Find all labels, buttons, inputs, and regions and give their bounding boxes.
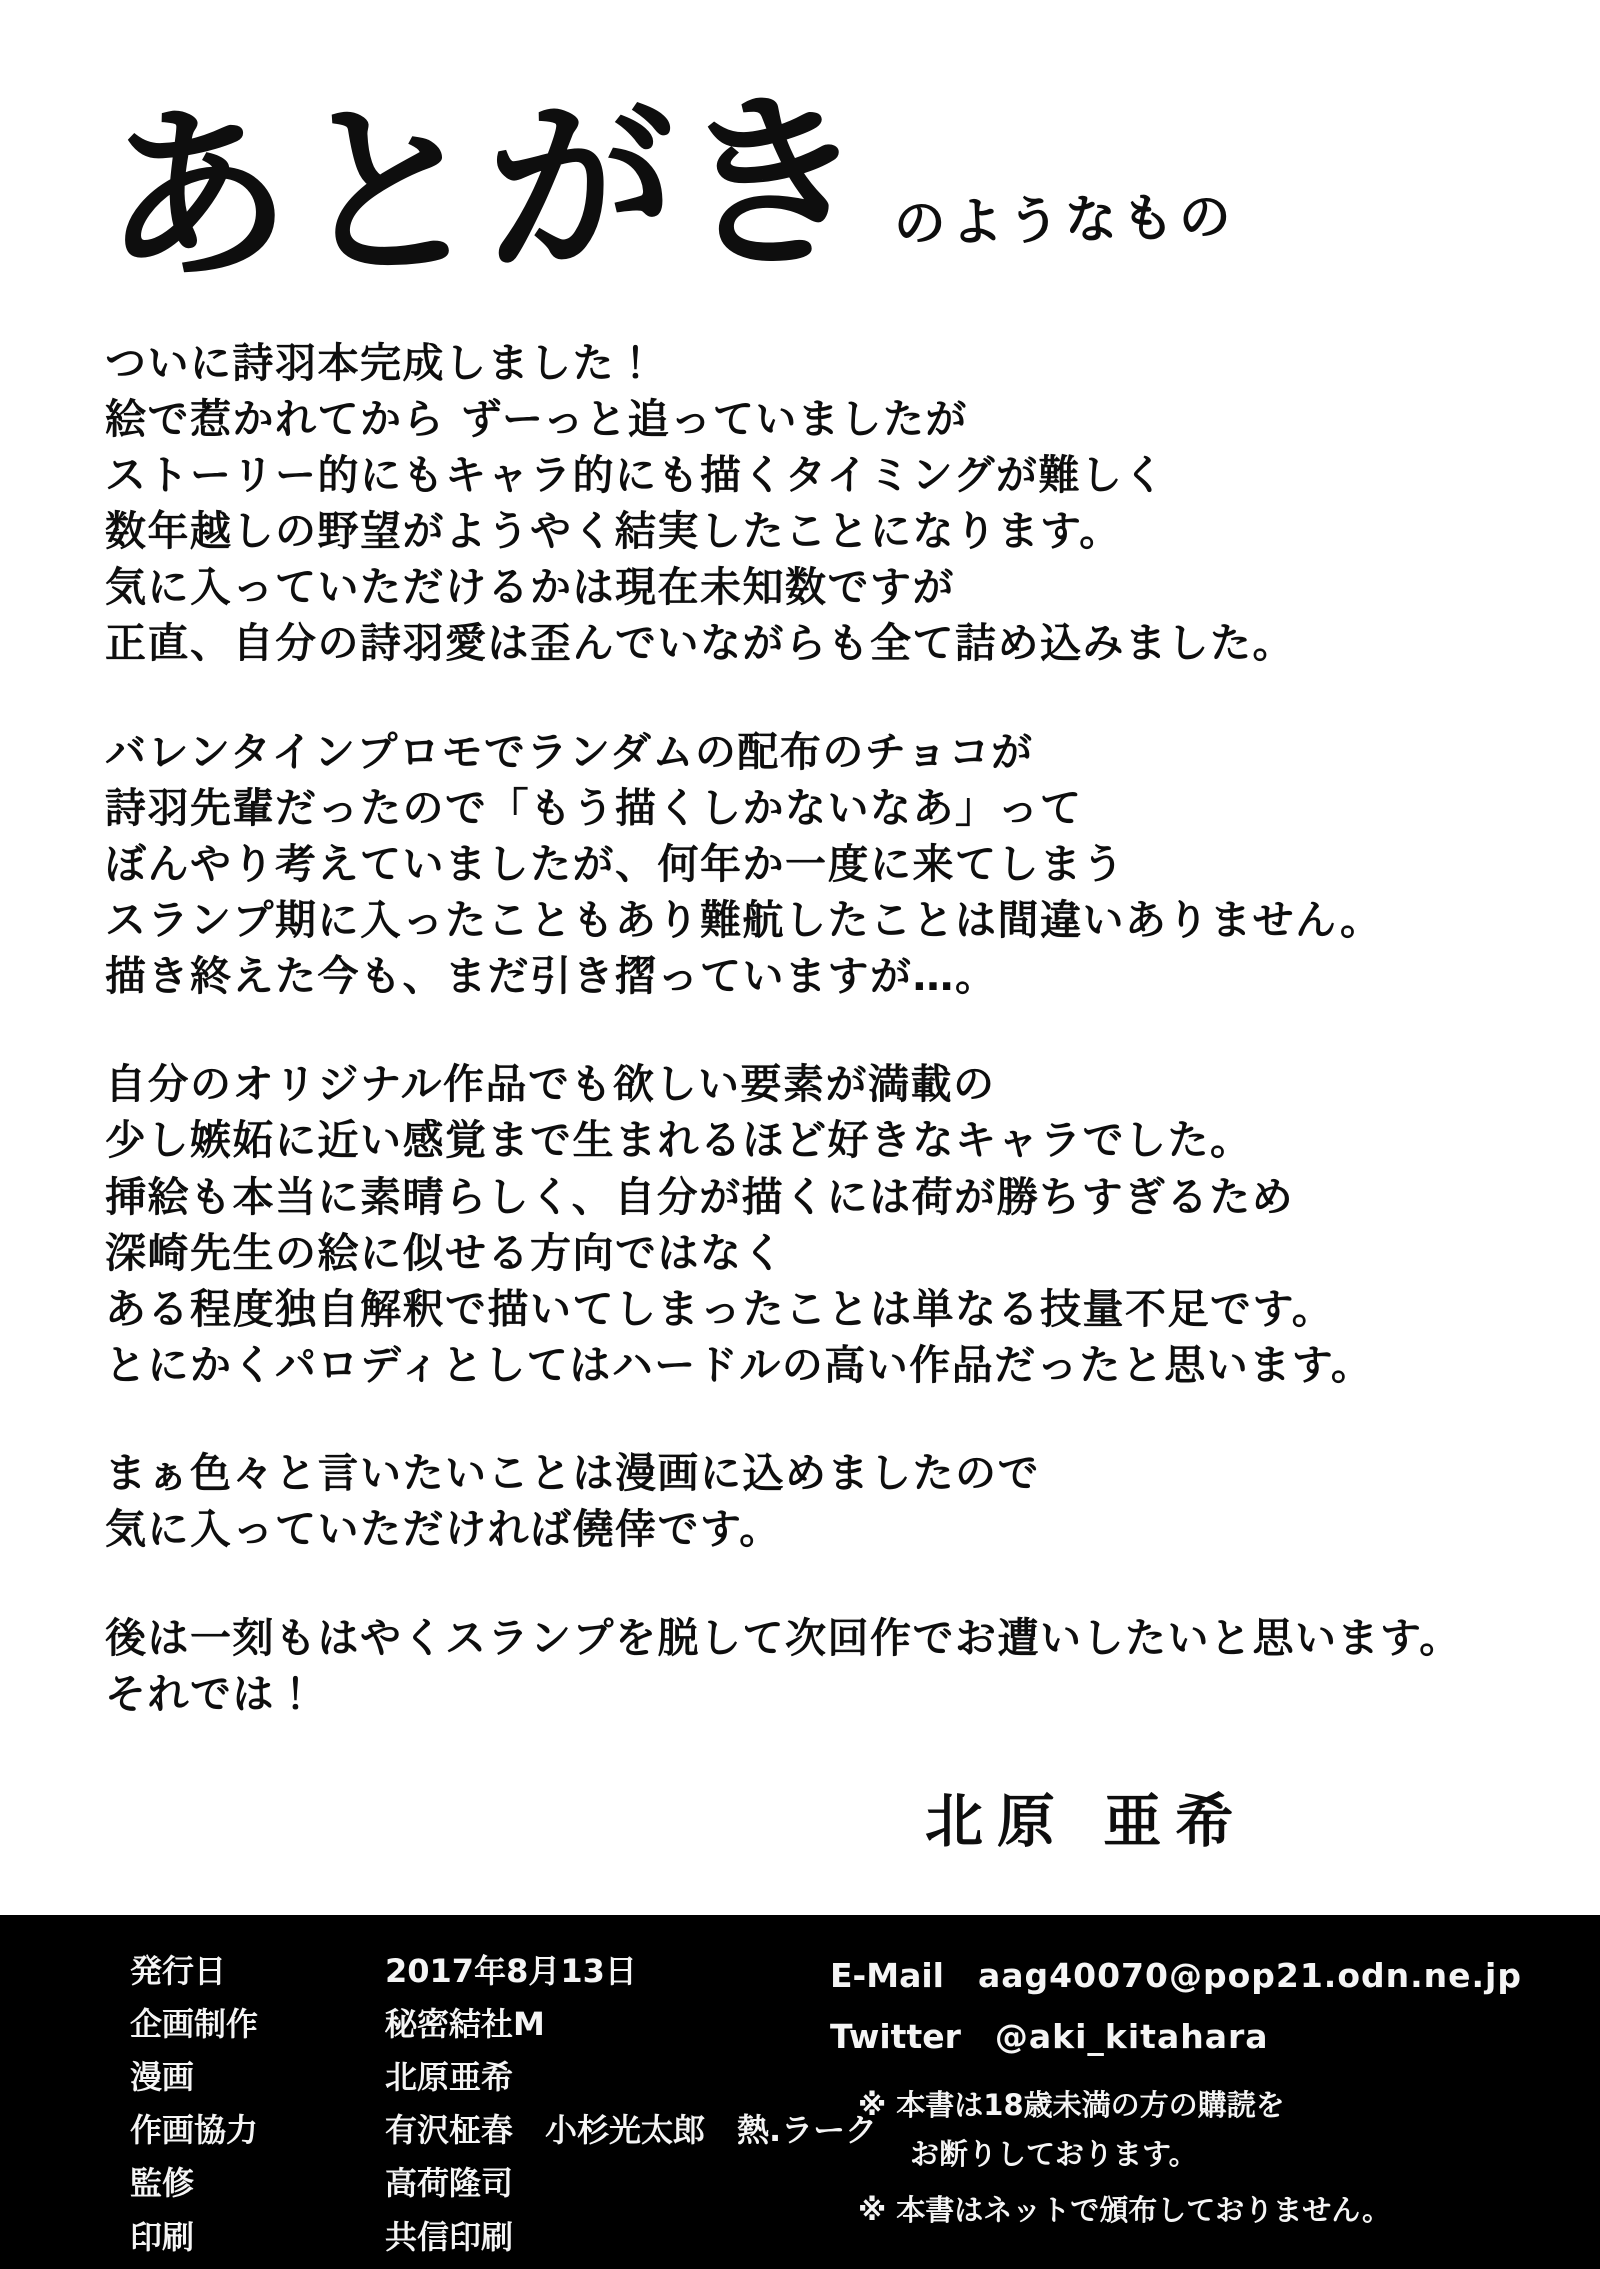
paragraph-4 (105, 1445, 1545, 1557)
notice-line: お断りしております。 (910, 2137, 1198, 2172)
notice-line: ※ 本書はネットで頒布しておりません。 (858, 2192, 1392, 2227)
twitter-handle: @aki_kitahara (994, 2017, 1269, 2057)
text-line: 描き終えた今も、まだ引き摺っていますが…。 (105, 952, 998, 1001)
title-main: あとがき (100, 72, 874, 308)
credit-label: 作画協力 (130, 2111, 259, 2150)
notice-no-online-distribution (858, 2186, 1560, 2235)
credit-label: 企画制作 (130, 2005, 259, 2044)
credit-label: 漫画 (130, 2058, 195, 2097)
text-line: とにかくパロディとしてはハードルの高い作品だったと思います。 (105, 1341, 1374, 1390)
author-signature: 北原 亜希 (925, 1786, 1248, 1855)
text-line: 後は一刻もはやくスランプを脱して次回作でお遭いしたいと思います。 (105, 1613, 1462, 1662)
text-line: まぁ色々と言いたいことは漫画に込めましたので (105, 1449, 1040, 1498)
email-address: aag40070@pop21.odn.ne.jp (977, 1956, 1522, 1995)
credit-label: 監修 (130, 2164, 195, 2203)
credit-value: 秘密結社M (385, 2005, 545, 2044)
text-line: バレンタインプロモでランダムの配布のチョコが (105, 727, 1034, 776)
text-line: 絵で惹かれてから ずーっと追っていましたが (105, 394, 968, 443)
credit-value: 2017年8月13日 (385, 1952, 637, 1990)
credit-value: 共信印刷 (385, 2217, 514, 2256)
paragraph-1 (105, 335, 1545, 672)
credit-label: 発行日 (130, 1952, 227, 1990)
text-line: 正直、自分の詩羽愛は歪んでいながらも全て詰め込みました。 (105, 619, 1295, 668)
text-line: 挿絵も本当に素晴らしく、自分が描くには荷が勝ちすぎるため (105, 1172, 1295, 1221)
text-line: 気に入っていただけるかは現在未知数ですが (105, 563, 955, 612)
text-line: 詩羽先輩だったので「もう描くしかないなあ」って (105, 783, 1083, 832)
credit-value: 有沢柾春 小杉光太郎 熱.ラーク (385, 2111, 878, 2150)
contact-column (830, 1945, 1560, 2269)
text-line: それでは！ (105, 1669, 318, 1718)
paragraph-3 (105, 1056, 1545, 1393)
notices (858, 2081, 1560, 2235)
page-title (100, 72, 1544, 308)
contact-row-twitter (830, 2006, 1560, 2067)
text-line: 自分のオリジナル作品でも欲しい要素が満載の (105, 1060, 996, 1109)
colophon-footer (0, 1915, 1600, 2269)
credit-value: 高荷隆司 (385, 2164, 514, 2203)
text-line: スランプ期に入ったこともあり難航したことは間違いありません。 (105, 896, 1383, 944)
paragraph-5 (105, 1610, 1545, 1722)
credit-row-manga (130, 2051, 830, 2104)
text-line: 数年越しの野望がようやく結実したことになります。 (105, 507, 1122, 556)
text-line: ある程度独自解釈で描いてしまったことは単なる技量不足です。 (105, 1284, 1335, 1333)
paragraph-2 (105, 724, 1545, 1005)
text-line: 少し嫉妬に近い感覚まで生まれるほど好きなキャラでした。 (105, 1116, 1253, 1165)
title-suffix: のようなもの (893, 186, 1237, 255)
credit-row-printing (130, 2211, 830, 2264)
twitter-label: Twitter (830, 2017, 961, 2057)
contact-row-email (830, 1945, 1560, 2006)
text-line: 気に入っていただければ僥倖です。 (105, 1505, 782, 1554)
text-line: 深崎先生の絵に似せる方向ではなく (105, 1228, 785, 1277)
credit-row-planning (130, 1998, 830, 2051)
notice-age-restriction (858, 2081, 1560, 2180)
credit-label: 印刷 (130, 2217, 195, 2256)
credits-column (130, 1945, 878, 2269)
notice-line: ※ 本書は18歳未満の方の購読を (858, 2088, 1285, 2123)
text-line: ストーリー的にもキャラ的にも描くタイミングが難しく (105, 450, 1166, 499)
text-line: ぼんやり考えていましたが、何年か一度に来てしまう (105, 839, 1125, 888)
credit-row-publish-date (130, 1945, 830, 1998)
email-label: E-Mail (830, 1956, 944, 1995)
page-content (100, 72, 1545, 1858)
credit-row-art-assist (130, 2104, 878, 2157)
text-line: ついに詩羽本完成しました！ (105, 338, 658, 387)
credit-row-supervision (130, 2157, 830, 2210)
credit-value: 北原亜希 (385, 2058, 514, 2097)
